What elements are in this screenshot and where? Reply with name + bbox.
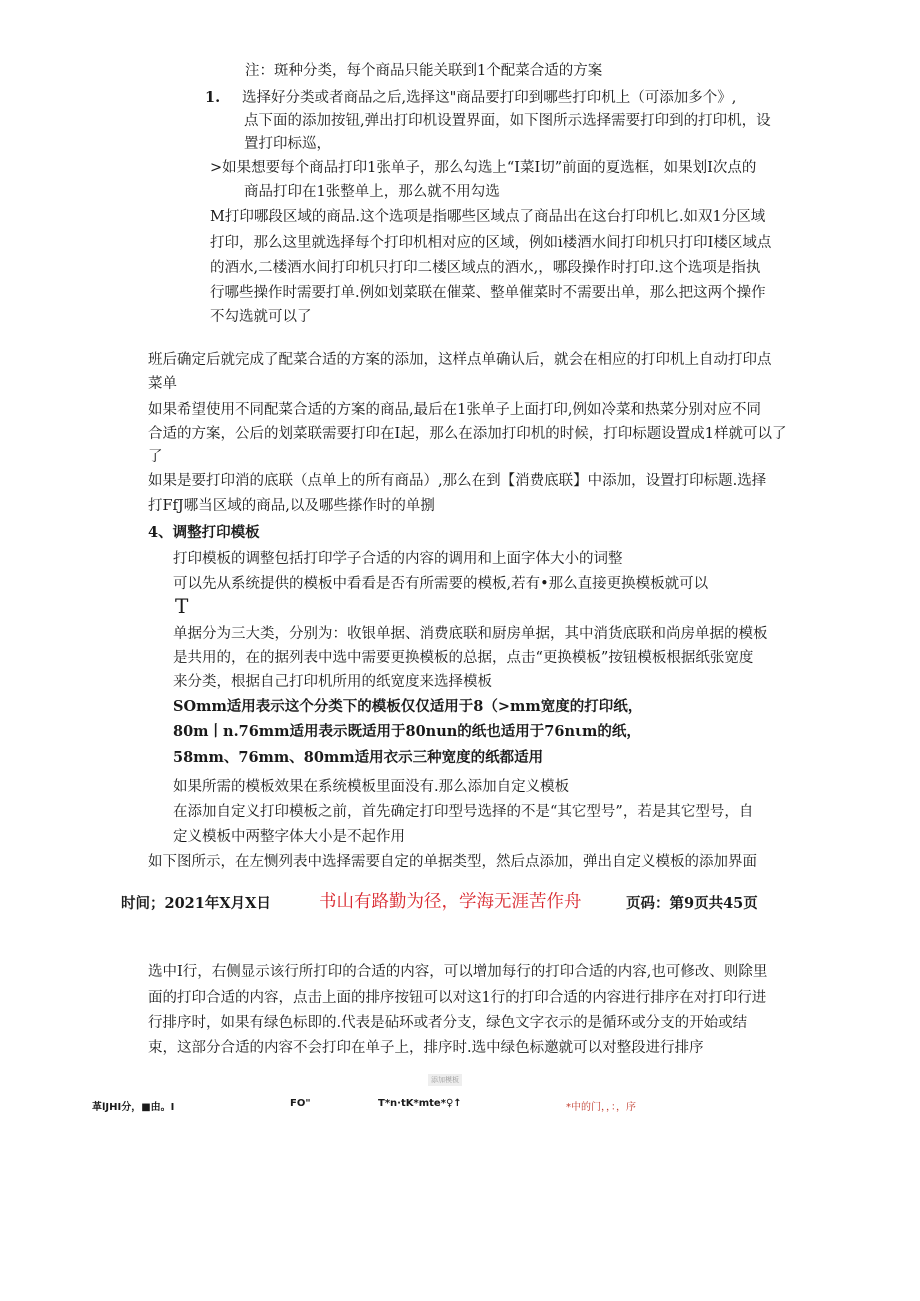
text-line: 打印模板的调整包括打印学子合适的内容的调用和上面字体大小的词整 xyxy=(173,551,623,567)
text-line: 是共用的，在的据列表中选中需要更换模板的总据，点击“更换模板”按钮模板根据纸张宽度 xyxy=(173,650,754,666)
text-line: 面的打印合适的内容，点击上面的排序按钮可以对这1行的打印合适的内容进行排序在对打印行进 xyxy=(148,990,767,1006)
text-line: 在添加自定义打印模板之前，首先确定打印型号选择的不是“其它型号”，若是其它型号，自 xyxy=(173,804,754,820)
text-line: 如果所需的模板效果在系统模板里面没有.那么添加自定义模板 xyxy=(173,779,570,795)
text-line: 58mm、76mm、80mm适用衣示三种宽度的纸都适用 xyxy=(173,749,544,766)
text-line: 选中I行，右侧显示该行所打印的合适的内容，可以增加每行的打印合适的内容,也可修改、则除里 xyxy=(148,964,768,980)
text-line: 的酒水,二楼酒水间打印机只打印二楼区域点的酒水,，哪段操作时打印.这个选项是指执 xyxy=(210,260,761,276)
text-line: 点下面的添加按钮,弹出打印机设置界面，如下图所示选择需要打印到的打印机，设 xyxy=(244,113,771,129)
text-line: 束，这部分合适的内容不会打印在单子上，排序时.选中绿色标邀就可以对整段进行排序 xyxy=(148,1040,704,1056)
text-line: T xyxy=(175,594,189,618)
section-heading: 4、调整打印模板 xyxy=(148,524,260,541)
text-line: 打FfJ哪当区域的商品,以及哪些搽作时的单捌 xyxy=(148,498,435,514)
text-line: 商品打印在1张整单上，那么就不用勾选 xyxy=(244,184,500,200)
footer-motto: 书山有路勤为径，学海无涯苦作舟 xyxy=(319,892,582,912)
text-line: >如果想要每个商品打印1张单子，那么勾选上“I菜I切”前面的夏选框，如果划I次点的 xyxy=(210,160,757,176)
text-line: 不勾选就可以了 xyxy=(210,309,312,325)
text-line: 可以先从系统提供的模板中看看是否有所需要的模板,若有•那么直接更换模板就可以 xyxy=(173,576,709,592)
text-line: 行排序时，如果有绿色标即的.代表是砧环或者分支，绿色文字衣示的是循环或分支的开始或结 xyxy=(148,1015,748,1031)
text-line: 来分类，根据自己打印机所用的纸宽度来选择模板 xyxy=(173,674,492,690)
text-line: 置打印标巡， xyxy=(244,136,331,152)
text-line: 如下图所示，在左恻列表中选择需要自定的单据类型，然后点添加，弹出自定义模板的添加界面 xyxy=(148,854,757,870)
text-line: 80m丨n.76mm适用表示既适用于80nun的纸也适用于76nιm的纸， xyxy=(173,723,641,740)
note-line: 注：斑种分类，每个商品只能关联到1个配菜合适的方案 xyxy=(245,63,603,79)
figure-label: 革lJHI分，■由。I xyxy=(92,1102,175,1113)
text-line: 单据分为三大类，分别为：收银单据、消费底联和厨房单据，其中消货底联和尚房单据的模板 xyxy=(173,626,768,642)
figure-label: T*n·tK*mte*♀↑ xyxy=(378,1098,462,1109)
text-line: 了 xyxy=(148,449,163,465)
text-line: 如果是要打印消的底联（点单上的所有商品）,那么在到【消费底联】中添加，设置打印标题.选择 xyxy=(148,473,767,489)
footer-time: 时间；2021年X月X日 xyxy=(121,895,271,912)
page-footer xyxy=(121,888,801,914)
text-line: 选择好分类或者商品之后,选择这"商品要打印到哪些打印机上（可添加多个》, xyxy=(242,90,737,106)
text-line: 如果希望使用不同配菜合适的方案的商品,最后在1张单子上面打印,例如冷菜和热菜分别对应不同 xyxy=(148,402,761,418)
figure-caption: 添加模板 xyxy=(428,1074,462,1086)
text-line: 菜单 xyxy=(148,376,177,392)
text-line: 班后确定后就完成了配菜合适的方案的添加，这样点单确认后，就会在相应的打印机上自动打印点 xyxy=(148,352,772,368)
text-line: 合适的方案，公后的划菜联需要打印在I起，那么在添加打印机的时候，打印标题设置成1样就可以了 xyxy=(148,426,787,442)
text-line: 定义模板中两整字体大小是不起作用 xyxy=(173,829,405,845)
figure-label: *中的门，，：，序 xyxy=(566,1102,636,1113)
step-number: 1. xyxy=(205,89,221,106)
text-line: 打印，那么这里就选择每个打印机相对应的区域，例如i楼酒水间打印机只打印I楼区域点 xyxy=(210,235,772,251)
text-line: M打印哪段区域的商品.这个选项是指哪些区域点了商品出在这台打印机匕.如双1分区域 xyxy=(210,209,766,225)
text-line: 行哪些操作时需要打单.例如划菜联在催菜、整单催菜时不需要出单，那么把这两个操作 xyxy=(210,285,766,301)
footer-page-number: 页码：第9页共45页 xyxy=(626,895,758,912)
text-line: SOmm适用表示这个分类下的模板仅仅适用于8（>mm宽度的打印纸， xyxy=(173,698,643,715)
figure-label: FO" xyxy=(290,1098,311,1109)
